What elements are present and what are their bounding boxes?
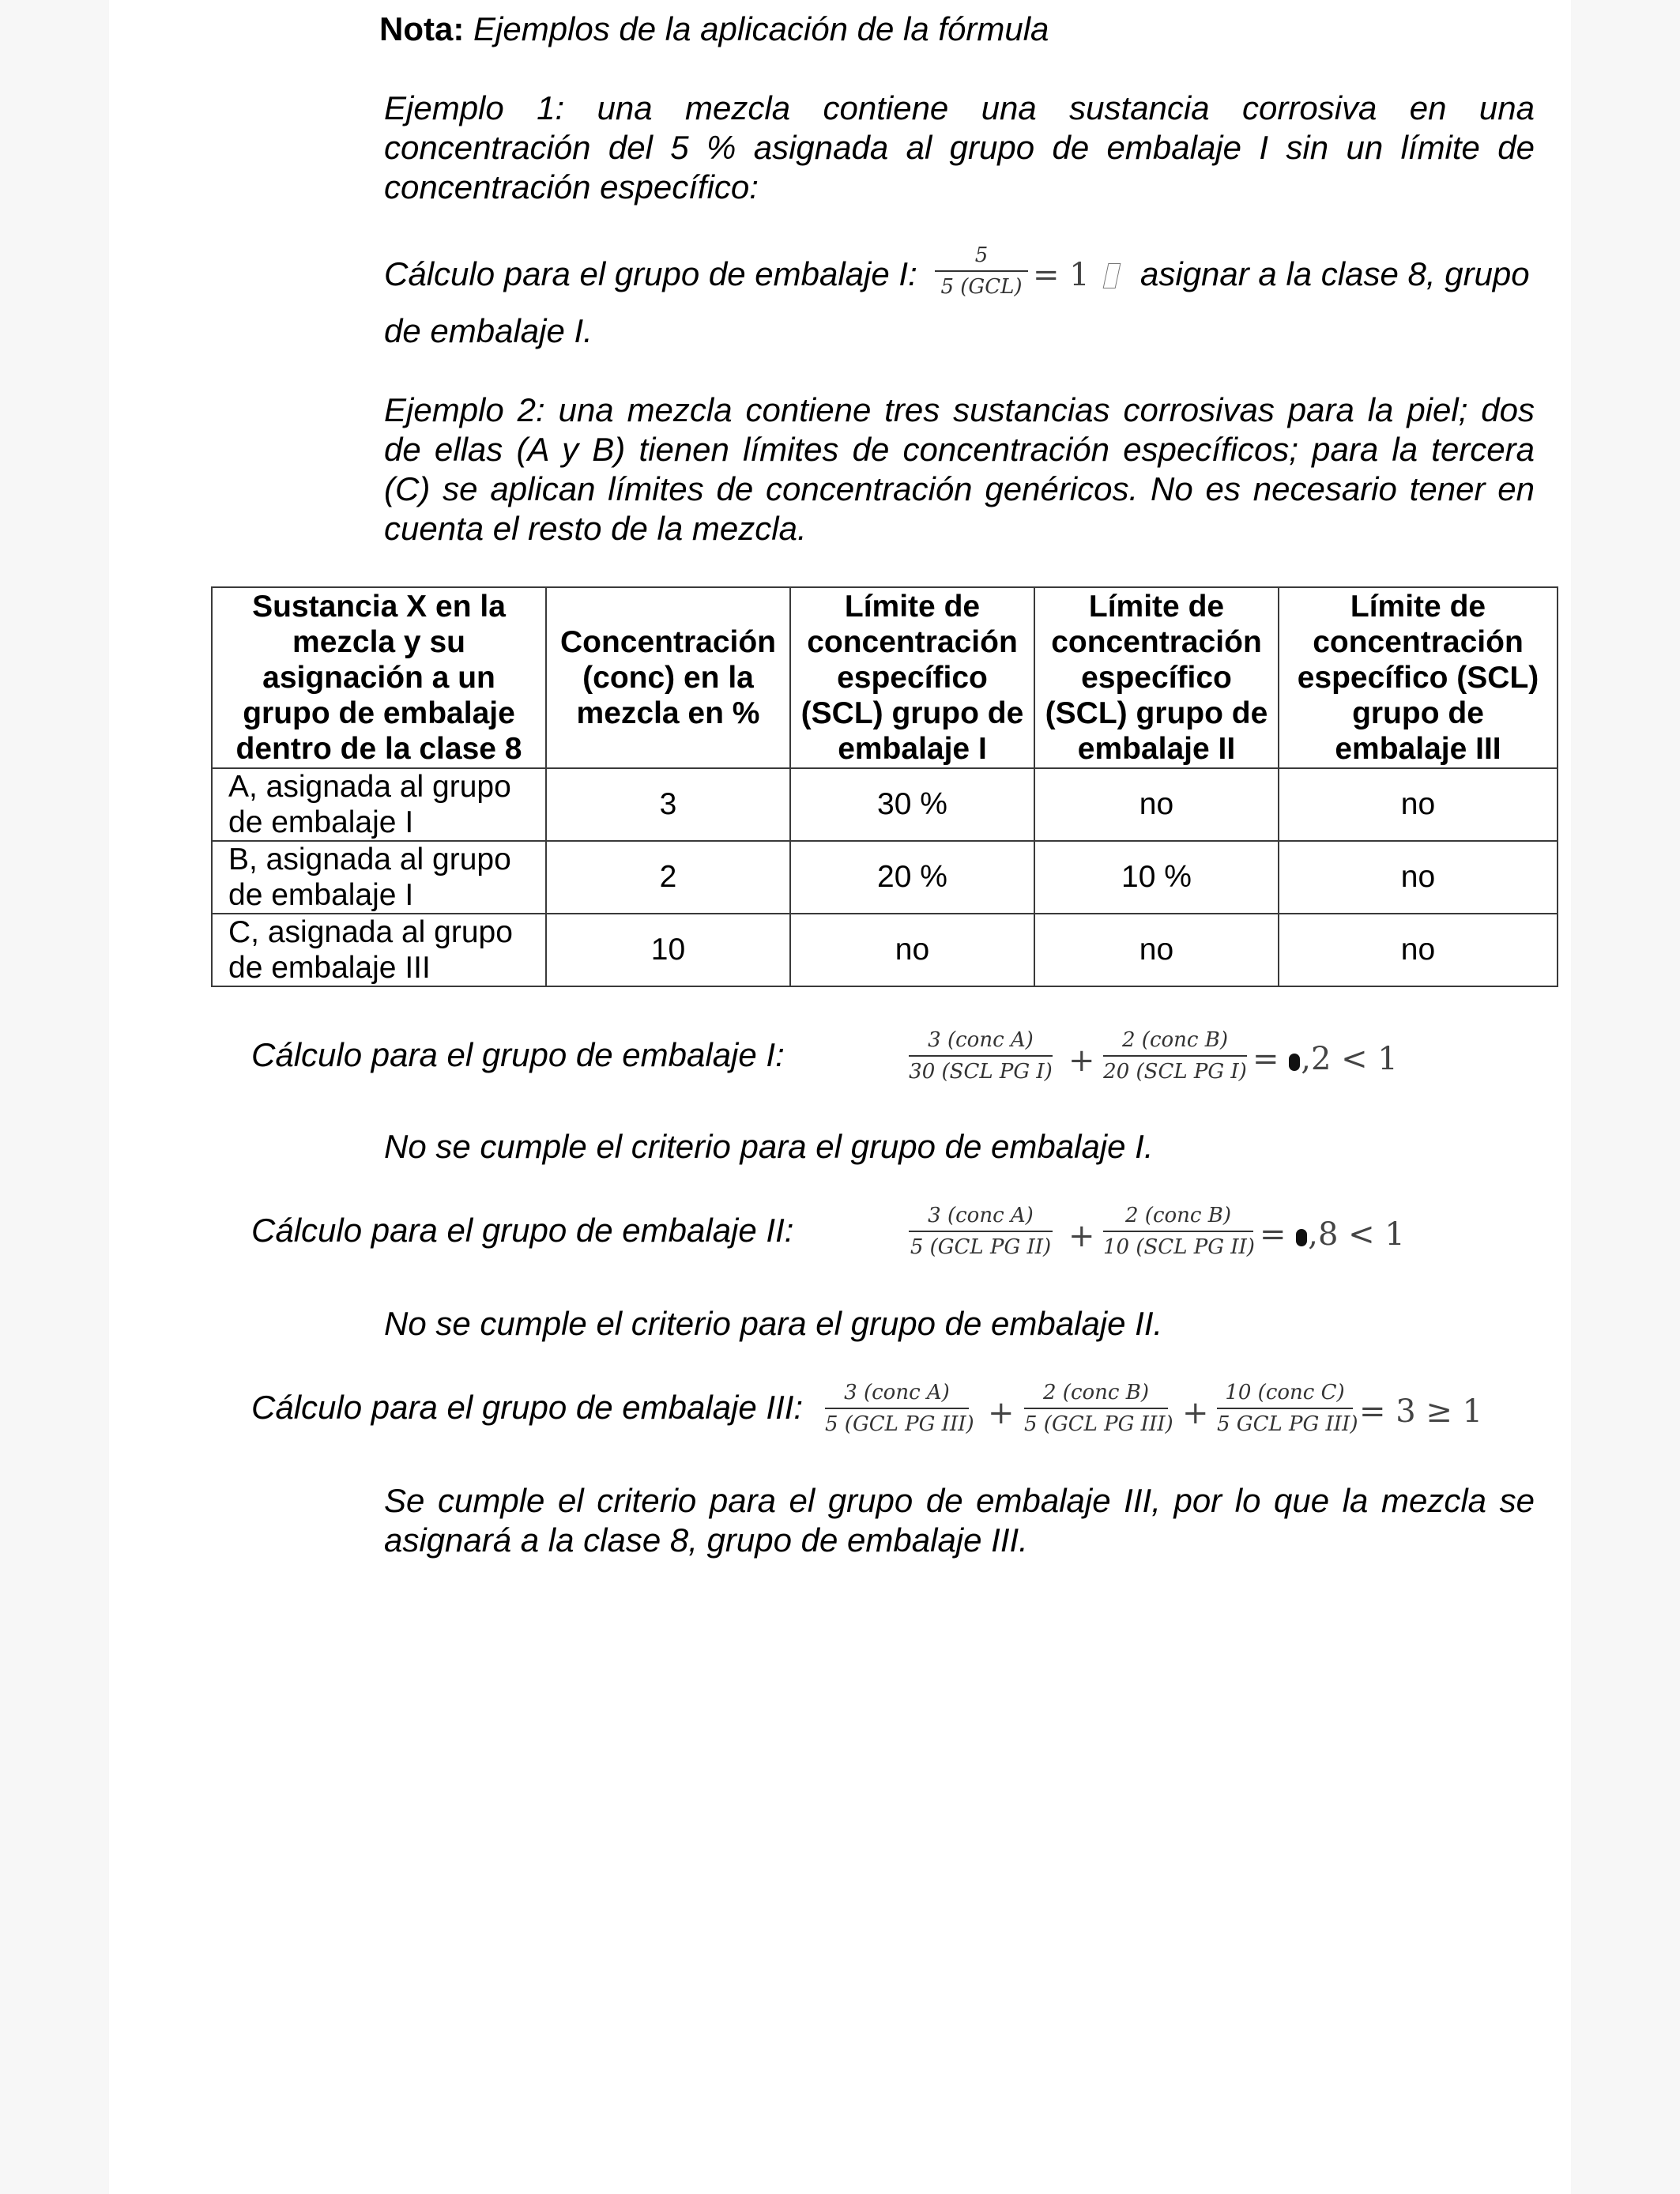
fraction-numerator: 3 (conc A)	[844, 1381, 950, 1404]
fraction-numerator: 2 (conc B)	[1043, 1381, 1149, 1404]
example-1-text: Ejemplo 1: una mezcla contiene una sustancia corrosiva en una concentración del 5 % asignada al grupo de embalaje I sin un límite de concentración específico:	[384, 89, 1535, 205]
header-substance: Sustancia X en la mezcla y su asignación a un grupo de embalaje dentro de la clase 8	[212, 587, 546, 768]
example-1-result-text-line2: de embalaje I.	[384, 312, 593, 349]
calc-1-label: Cálculo para el grupo de embalaje I:	[251, 1036, 785, 1073]
calc-3-fraction-b	[1024, 1380, 1173, 1437]
fraction-bar	[909, 1231, 1053, 1232]
fraction-bar	[935, 270, 1028, 272]
result-value: = 1	[1033, 257, 1090, 293]
example-1-result	[1033, 259, 1118, 291]
fraction-bar	[1103, 1231, 1253, 1232]
fraction-bar	[1217, 1408, 1353, 1409]
fraction-bar	[1103, 1055, 1247, 1057]
cell-scl-pg-i: no	[790, 914, 1034, 986]
ink-blot-icon	[1296, 1229, 1307, 1246]
note-text: Ejemplos de la aplicación de la fórmula	[473, 10, 1049, 47]
calc-1-plus: +	[1068, 1042, 1095, 1079]
fraction-numerator: 2 (conc B)	[1125, 1204, 1231, 1227]
cell-scl-pg-iii: no	[1279, 914, 1558, 986]
fraction-denominator: 5 GCL PG III)	[1217, 1412, 1358, 1436]
cell-substance: C, asignada al grupo de embalaje III	[212, 914, 546, 986]
cell-scl-pg-iii: no	[1279, 768, 1558, 841]
cell-concentration: 3	[546, 768, 790, 841]
cell-scl-pg-ii: 10 %	[1034, 841, 1279, 914]
note-heading	[379, 9, 1565, 49]
calc-1-result: = ,2 < 1	[1252, 1041, 1398, 1077]
calc-3-plus-2: +	[1182, 1395, 1209, 1431]
calc-2-result: = ,8 < 1	[1260, 1216, 1405, 1253]
cell-scl-pg-ii: no	[1034, 914, 1279, 986]
example-2-text: Ejemplo 2: una mezcla contiene tres sustancias corrosivas para la piel; dos de ellas (A y B) tienen límites de concentración específicos; para la tercera (C) se aplican límites de concentración genéricos. No es necesario tener en cuenta el resto de la mezcla.	[384, 391, 1535, 547]
fraction-denominator: 5 (GCL PG III)	[825, 1412, 974, 1436]
example-1-result-text: asignar a la clase 8, grupo	[1140, 255, 1530, 292]
ink-blot-icon	[1289, 1054, 1300, 1071]
fraction-denominator: 20 (SCL PG I)	[1103, 1060, 1247, 1084]
cell-scl-pg-i: 20 %	[790, 841, 1034, 914]
result-value: ,2 < 1	[1301, 1041, 1398, 1077]
cell-concentration: 2	[546, 841, 790, 914]
table-header-row	[212, 587, 1558, 768]
fraction-denominator: 5 (GCL)	[940, 275, 1023, 299]
calc-3-fraction-a	[825, 1380, 974, 1437]
cell-substance: A, asignada al grupo de embalaje I	[212, 768, 546, 841]
table-row	[212, 768, 1558, 841]
cell-scl-pg-ii: no	[1034, 768, 1279, 841]
fraction-denominator: 5 (GCL PG III)	[1024, 1412, 1173, 1436]
calc-2-plus: +	[1068, 1218, 1095, 1254]
calc-1-conclusion: No se cumple el criterio para el grupo de embalaje I.	[384, 1128, 1154, 1165]
header-scl-pg-ii: Límite de concentración específico (SCL) grupo de embalaje II	[1034, 587, 1279, 768]
fraction-bar	[825, 1408, 969, 1409]
header-scl-pg-i: Límite de concentración específico (SCL) grupo de embalaje I	[790, 587, 1034, 768]
calc-1-fraction-b	[1103, 1027, 1247, 1084]
fraction-denominator: 30 (SCL PG I)	[909, 1060, 1053, 1084]
cell-concentration: 10	[546, 914, 790, 986]
fraction-numerator: 5	[974, 243, 989, 267]
note-label: Nota:	[379, 10, 465, 47]
header-scl-pg-iii: Límite de concentración específico (SCL) grupo de embalaje III	[1279, 587, 1558, 768]
calc-3-fraction-c	[1217, 1380, 1358, 1437]
fraction-numerator: 10 (conc C)	[1225, 1381, 1345, 1404]
fraction-numerator: 2 (conc B)	[1122, 1028, 1228, 1052]
cell-substance: B, asignada al grupo de embalaje I	[212, 841, 546, 914]
calc-1-fraction-a	[909, 1027, 1053, 1084]
calc-2-conclusion: No se cumple el criterio para el grupo de embalaje II.	[384, 1305, 1163, 1342]
fraction-bar	[909, 1055, 1053, 1057]
fraction-denominator: 10 (SCL PG II)	[1103, 1235, 1255, 1259]
calc-3-result: = 3 ≥ 1	[1359, 1393, 1483, 1430]
fraction-bar	[1024, 1408, 1168, 1409]
header-concentration: Concentración (conc) en la mezcla en %	[546, 587, 790, 768]
calc-2-label: Cálculo para el grupo de embalaje II:	[251, 1212, 794, 1249]
table-row	[212, 841, 1558, 914]
cell-scl-pg-iii: no	[1279, 841, 1558, 914]
fraction-numerator: 3 (conc A)	[928, 1028, 1034, 1052]
fraction-denominator: 5 (GCL PG II)	[910, 1235, 1052, 1259]
cell-scl-pg-i: 30 %	[790, 768, 1034, 841]
concentration-table	[211, 586, 1558, 987]
calc-3-plus-1: +	[988, 1395, 1015, 1431]
table-row	[212, 914, 1558, 986]
fraction-numerator: 3 (conc A)	[928, 1204, 1034, 1227]
calc-3-conclusion: Se cumple el criterio para el grupo de embalaje III, por lo que la mezcla se asignará a la clase 8, grupo de embalaje III.	[384, 1482, 1535, 1559]
page	[109, 0, 1571, 2194]
calc-2-fraction-b	[1103, 1203, 1253, 1260]
missing-glyph-icon	[1103, 263, 1121, 288]
result-value: ,8 < 1	[1308, 1216, 1405, 1253]
example-1-fraction	[935, 243, 1028, 300]
example-1-calc-label: Cálculo para el grupo de embalaje I:	[384, 255, 917, 292]
calc-3-label: Cálculo para el grupo de embalaje III:	[251, 1389, 804, 1426]
calc-2-fraction-a	[909, 1203, 1053, 1260]
